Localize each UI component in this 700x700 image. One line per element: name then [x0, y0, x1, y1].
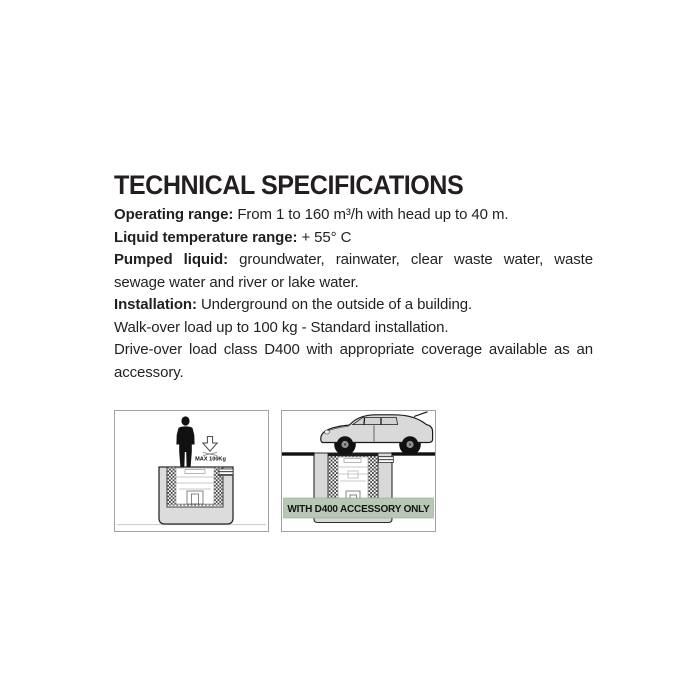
spec-label: Installation:: [114, 296, 197, 313]
spec-text: groundwater, rainwater, clear waste water, waste sewage water and river or lake water.: [114, 251, 593, 291]
pipe-connection: [219, 469, 233, 476]
spec-text: + 55° C: [297, 228, 352, 246]
tank-body: [176, 468, 214, 504]
banner-label: WITH D400 ACCESSORY ONLY: [287, 504, 430, 515]
figure-drive-over-installation: [281, 410, 436, 532]
figure-walk-over-installation: [114, 410, 269, 532]
spec-text: Underground on the outside of a building.: [196, 296, 473, 313]
spec-label: Operating range:: [114, 206, 234, 223]
person-icon: [176, 416, 194, 467]
page-title: TECHNICAL SPECIFICATIONS: [114, 170, 464, 200]
spec-installation: [114, 294, 593, 317]
arrow-down-icon: [203, 437, 217, 456]
spec-text: From 1 to 160 m³/h with head up to 40 m.: [233, 206, 509, 223]
spec-pumped-liquid: [114, 249, 593, 294]
manhole-cover: [328, 453, 378, 456]
spec-label: Liquid temperature range:: [114, 228, 298, 246]
specs-block: [114, 204, 593, 384]
spec-label: Pumped liquid:: [114, 251, 228, 268]
car-icon: [321, 412, 433, 456]
walk-over-illustration: [115, 411, 268, 531]
spec-liquid-temperature: [114, 227, 593, 250]
spec-text: Drive-over load class D400 with appropriate coverage available as an accessory.: [114, 341, 593, 381]
underground-tank-illustration: [159, 467, 233, 524]
d400-banner: [284, 498, 434, 518]
spec-walk-over: [114, 317, 593, 340]
spec-drive-over: [114, 339, 593, 384]
pipe-connection: [379, 457, 394, 463]
max-load-label: MAX 100Kg: [195, 456, 226, 463]
spec-operating-range: [114, 204, 593, 227]
drive-over-illustration: [282, 411, 435, 531]
spec-text: Walk-over load up to 100 kg - Standard installation.: [114, 318, 449, 336]
